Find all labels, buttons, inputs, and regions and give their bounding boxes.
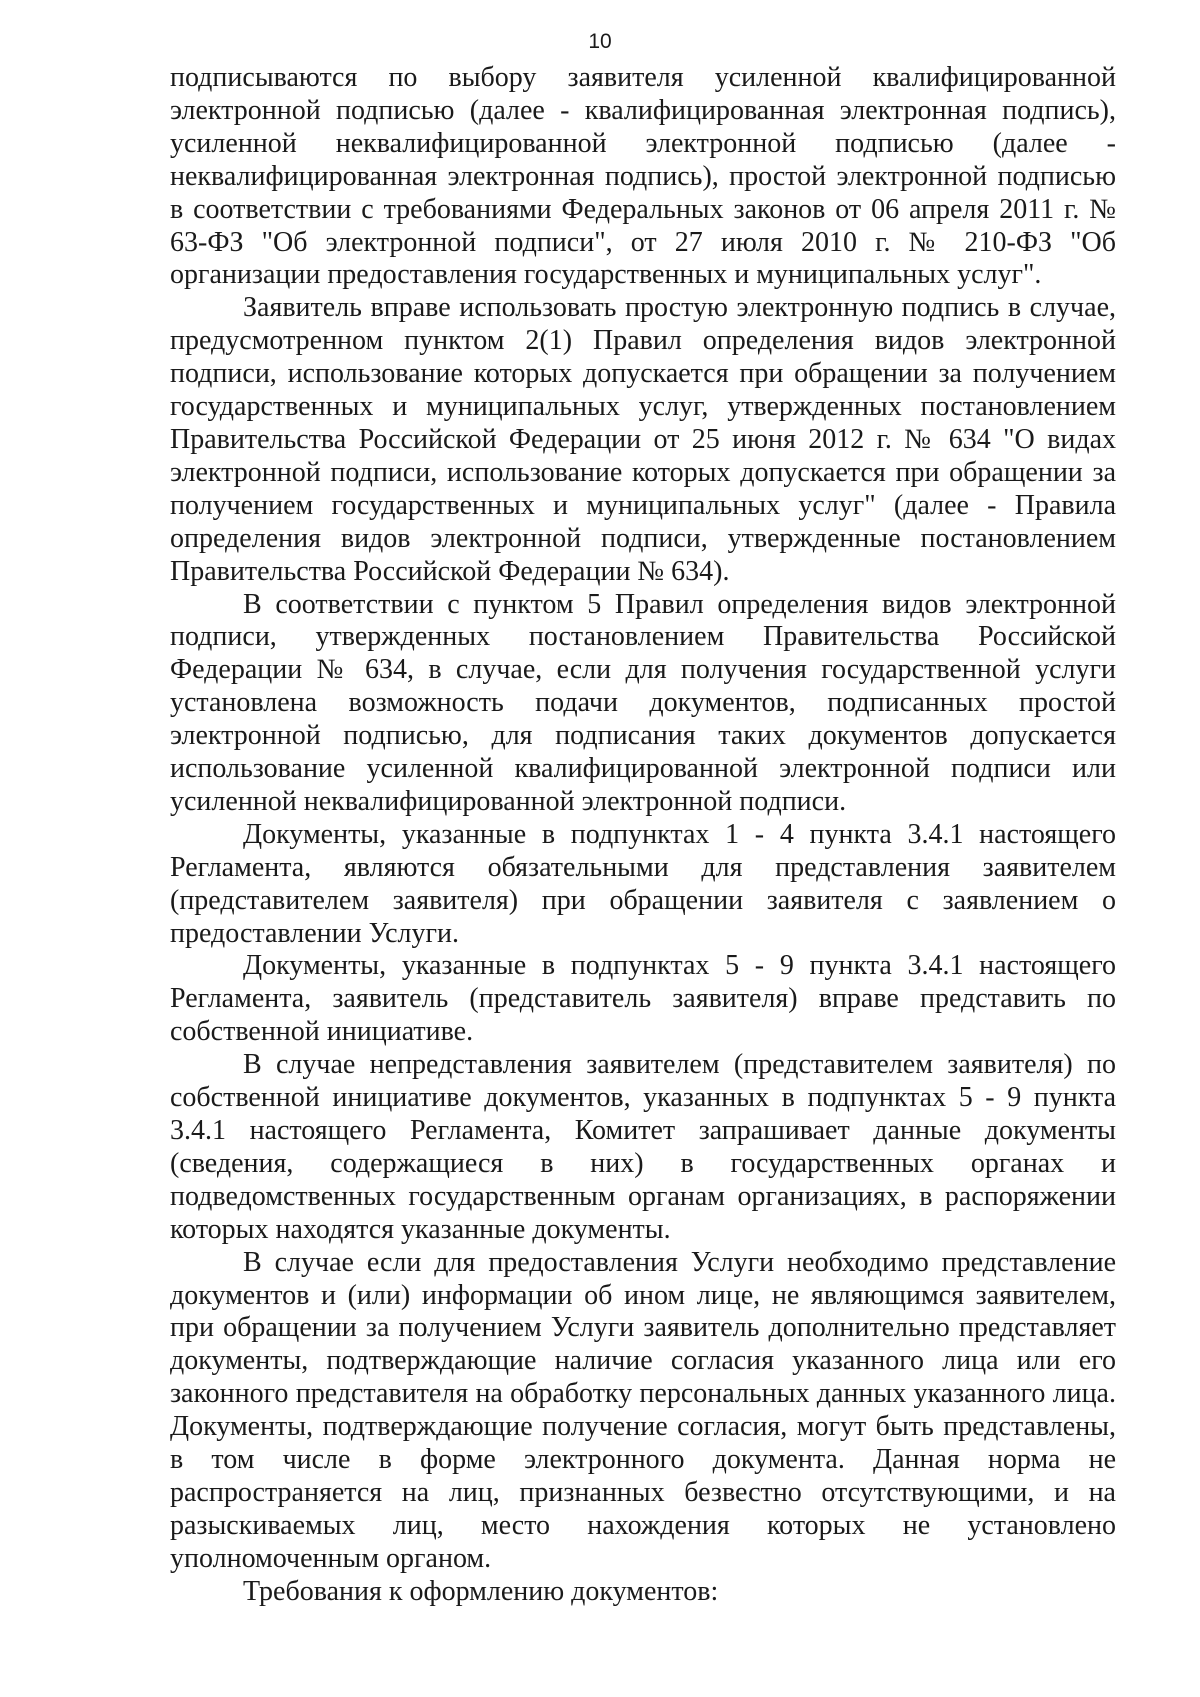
paragraph-committee-request: В случае непредставления заявителем (представителем заявителя) по собственной инициативе документов, указанных в подпунктах 5 - 9 пункта 3.4.1 настоящего Регламента, Комитет запрашивает данные документы (сведения, содержащиеся в них) в государственных органах и подведомственных государственным органам организациях, в распоряжении которых находятся указанные документы.	[170, 1049, 1116, 1245]
paragraph-signature-types: подписываются по выбору заявителя усиленной квалифицированной электронной подписью (далее - квалифицированная электронная подпись), усиленной неквалифицированной электронной подписью (далее - неквалифицированная электронная подпись), простой электронной подписью в соответствии с требованиями Федеральных законов от 06 апреля 2011 г. № 63-ФЗ "Об электронной подписи", от 27 июля 2010 г. № 210-ФЗ "Об организации предоставления государственных и муниципальных услуг".	[170, 62, 1116, 291]
paragraph-simple-signature-right: Заявитель вправе использовать простую электронную подпись в случае, предусмотренном пунктом 2(1) Правил определения видов электронной подписи, использование которых допускается при обращении за получением государственных и муниципальных услуг, утвержденных постановлением Правительства Российской Федерации от 25 июня 2012 г. № 634 "О видах электронной подписи, использование которых допускается при обращении за получением государственных и муниципальных услуг" (далее - Правила определения видов электронной подписи, утвержденные постановлением Правительства Российской Федерации № 634).	[170, 292, 1116, 587]
paragraph-requirements-heading: Требования к оформлению документов:	[243, 1575, 719, 1607]
paragraph-optional-documents: Документы, указанные в подпунктах 5 - 9 пункта 3.4.1 настоящего Регламента, заявитель (представитель заявителя) вправе представить по собственной инициативе.	[170, 950, 1116, 1048]
document-body	[170, 62, 1116, 1609]
page-number: 10	[588, 30, 612, 53]
paragraph-third-party-consent: В случае если для предоставления Услуги необходимо представление документов и (или) информации об ином лице, не являющимся заявителем, при обращении за получением Услуги заявитель дополнительно представляет документы, подтверждающие наличие согласия указанного лица или его законного представителя на обработку персональных данных указанного лица. Документы, подтверждающие получение согласия, могут быть представлены, в том числе в форме электронного документа. Данная норма не распространяется на лиц, признанных безвестно отсутствующими, и на разыскиваемых лиц, место нахождения которых не установлено уполномоченным органом.	[170, 1246, 1116, 1574]
paragraph-mandatory-documents: Документы, указанные в подпунктах 1 - 4 пункта 3.4.1 настоящего Регламента, являются обязательными для представления заявителем (представителем заявителя) при обращении заявителя с заявлением о предоставлении Услуги.	[170, 818, 1116, 949]
paragraph-rule-5: В соответствии с пунктом 5 Правил определения видов электронной подписи, утвержденных постановлением Правительства Российской Федерации № 634, в случае, если для получения государственной услуги установлена возможность подачи документов, подписанных простой электронной подписью, для подписания таких документов допускается использование усиленной квалифицированной электронной подписи или усиленной неквалифицированной электронной подписи.	[170, 588, 1116, 817]
